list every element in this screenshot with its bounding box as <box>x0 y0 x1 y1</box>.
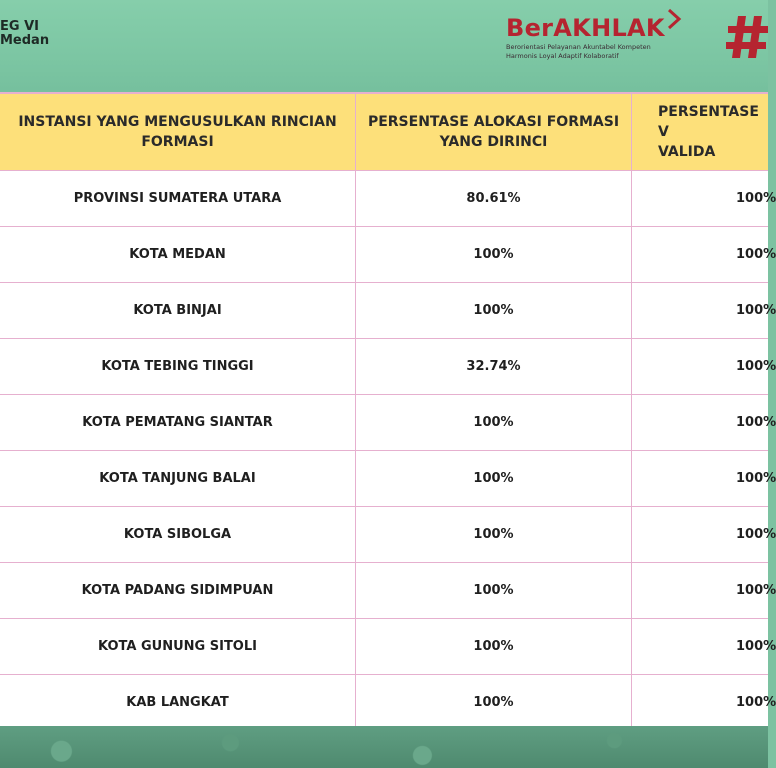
cell-alokasi: 32.74% <box>355 338 631 394</box>
table-row <box>0 618 776 675</box>
table-header-row <box>0 94 768 171</box>
brand-name: BerAKHLAK <box>506 14 665 42</box>
cell-alokasi: 80.61% <box>355 170 631 226</box>
cell-validasi: 100% <box>631 450 768 506</box>
table-row <box>0 394 776 451</box>
cell-alokasi: 100% <box>355 562 631 618</box>
column-header-instansi: INSTANSI YANG MENGUSULKAN RINCIAN FORMASI <box>18 114 337 150</box>
table-row <box>0 450 776 507</box>
cell-instansi: KOTA BINJAI <box>133 302 222 318</box>
cell-alokasi: 100% <box>355 282 631 338</box>
column-header-validasi: PERSENTASE V VALIDA <box>631 94 768 170</box>
cell-validasi: 100% <box>631 282 768 338</box>
table-row <box>0 226 776 283</box>
cell-alokasi: 100% <box>355 394 631 450</box>
cell-validasi: 100% <box>631 338 768 394</box>
brand-tagline-1: Berorientasi Pelayanan Akuntabel Kompeten <box>506 43 651 51</box>
column-header-alokasi: PERSENTASE ALOKASI FORMASI YANG DIRINCI <box>355 94 631 170</box>
cell-alokasi: 100% <box>355 506 631 562</box>
table-row <box>0 282 776 339</box>
table-row <box>0 562 776 619</box>
cell-instansi: KOTA PEMATANG SIANTAR <box>82 414 273 430</box>
cell-validasi: 100% <box>631 226 768 282</box>
formasi-table <box>0 92 776 732</box>
cell-validasi: 100% <box>631 618 768 674</box>
cell-alokasi: 100% <box>355 450 631 506</box>
cell-instansi: KOTA PADANG SIDIMPUAN <box>81 582 274 598</box>
cell-instansi: KOTA SIBOLGA <box>123 526 232 542</box>
table-row <box>0 170 776 227</box>
brand-tagline-2: Harmonis Loyal Adaptif Kolaboratif <box>506 52 619 60</box>
cell-validasi: 100% <box>631 394 768 450</box>
table-row <box>0 338 776 395</box>
cell-alokasi: 100% <box>355 226 631 282</box>
cell-validasi: 100% <box>631 562 768 618</box>
cell-alokasi: 100% <box>355 618 631 674</box>
org-name <box>0 20 49 48</box>
cell-validasi: 100% <box>631 170 768 226</box>
chevron-right-icon <box>666 8 682 30</box>
cell-alokasi: 100% <box>355 674 631 730</box>
cell-validasi: 100% <box>631 674 768 730</box>
cell-instansi: KOTA TANJUNG BALAI <box>99 470 256 486</box>
hashtag-logo-icon <box>724 12 768 62</box>
footer-background <box>0 726 768 768</box>
berakhlak-logo <box>506 14 696 60</box>
cell-instansi: KOTA TEBING TINGGI <box>101 358 254 374</box>
cell-instansi: KOTA GUNUNG SITOLI <box>98 638 257 654</box>
org-name-line1: EG VI <box>0 19 39 34</box>
org-name-line2: Medan <box>0 33 50 48</box>
cell-instansi: KOTA MEDAN <box>129 246 226 262</box>
table-row <box>0 506 776 563</box>
table-row <box>0 674 776 731</box>
cell-validasi: 100% <box>631 506 768 562</box>
cell-instansi: KAB LANGKAT <box>126 694 229 710</box>
cell-instansi: PROVINSI SUMATERA UTARA <box>73 190 282 206</box>
